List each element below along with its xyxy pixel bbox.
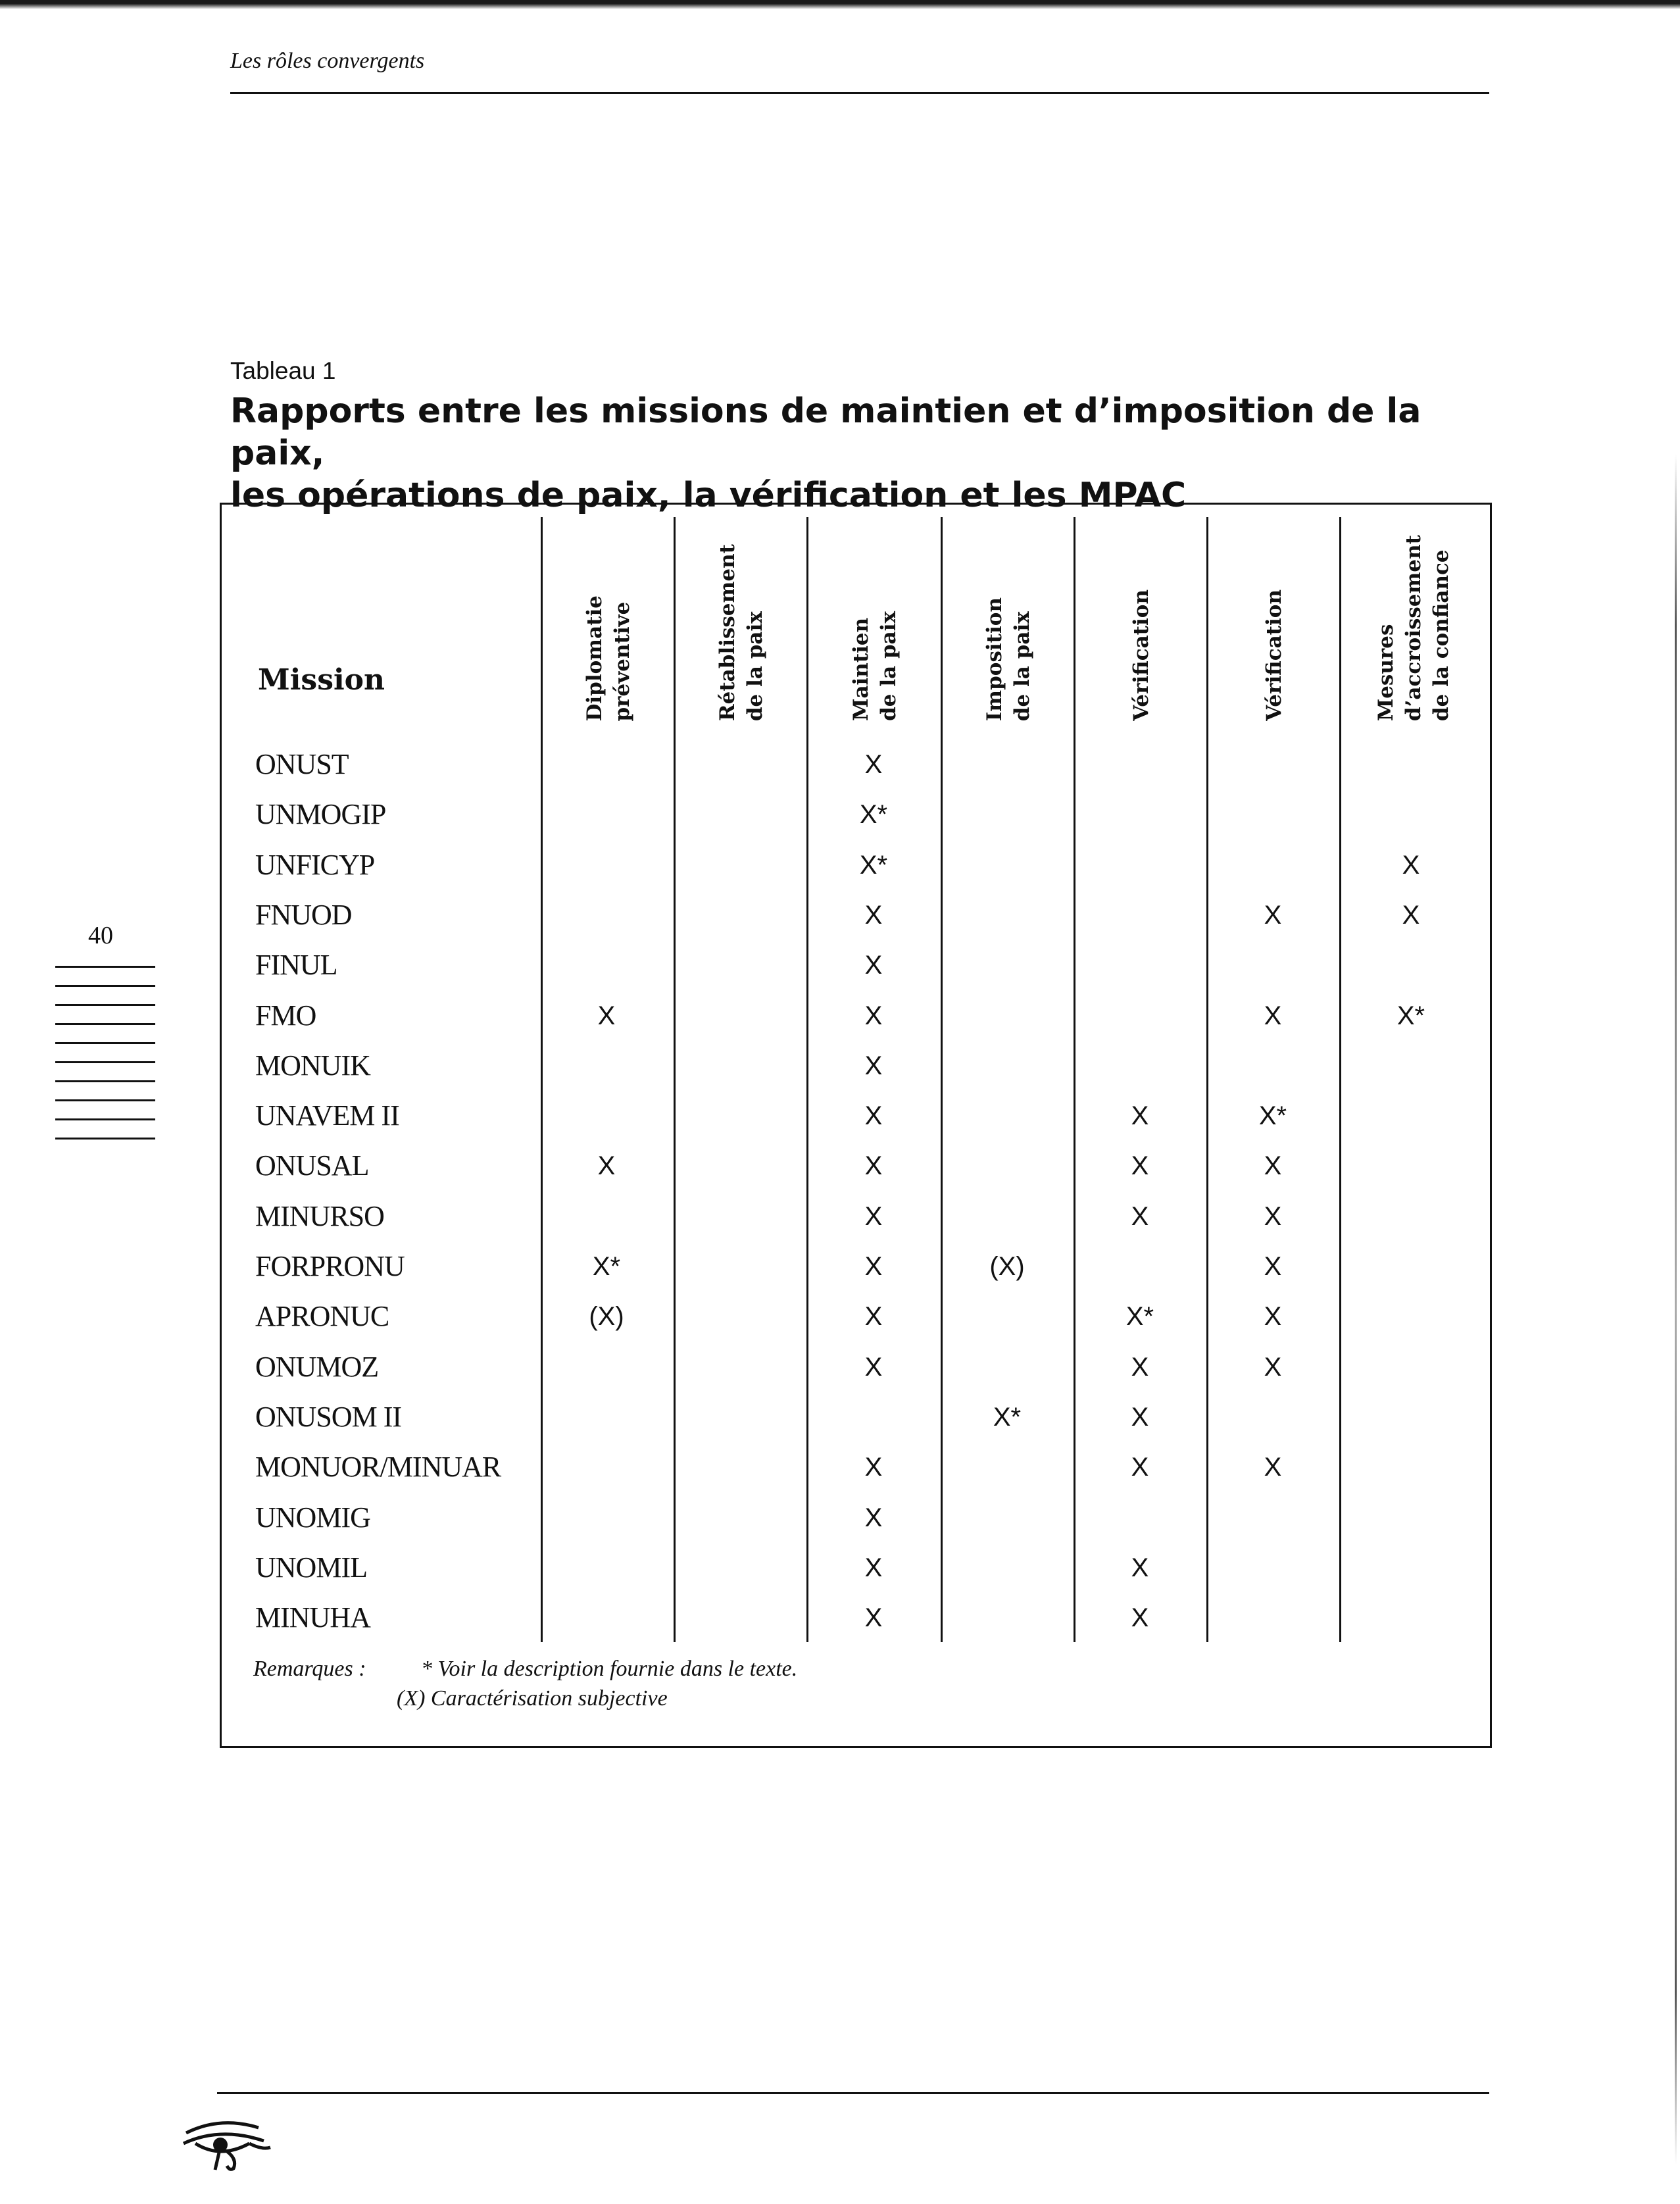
table-row	[0, 1291, 1680, 1341]
table-cell-mark: X	[1131, 1202, 1149, 1231]
table-cell-mark: X	[864, 750, 883, 779]
mission-name: FMO	[255, 999, 316, 1032]
table-row	[0, 1141, 1680, 1191]
table-cell-mark: X	[864, 1051, 883, 1080]
table-cell-mark: X	[864, 1252, 883, 1281]
table-cell-mark: X*	[1258, 1101, 1287, 1130]
table-cell-mark: X	[597, 1001, 616, 1030]
column-header-peacemaking: Rétablissement de la paix	[715, 543, 767, 721]
margin-tab-rules	[55, 966, 155, 1157]
table-cell-mark: X	[1402, 901, 1420, 930]
mission-name: ONUST	[255, 748, 349, 780]
table-row	[0, 789, 1680, 839]
page-top-edge	[0, 0, 1680, 9]
column-header-peace-enforcement: Imposition de la paix	[982, 597, 1034, 721]
table-cell-mark: X	[1264, 901, 1282, 930]
table-row	[0, 1442, 1680, 1492]
table-cell-mark: X	[864, 951, 883, 980]
mission-name: MINURSO	[255, 1200, 384, 1232]
table-cell-mark: X	[1264, 1453, 1282, 1482]
table-cell-mark: X	[1131, 1603, 1149, 1632]
table-cell-mark: X	[1131, 1453, 1149, 1482]
remark-subjective: (X) Caractérisation subjective	[397, 1686, 668, 1711]
table-cell-mark: X	[864, 1603, 883, 1632]
table-row	[0, 739, 1680, 789]
table-row	[0, 1241, 1680, 1291]
table-cell-mark: X	[864, 1202, 883, 1231]
mission-name: ONUMOZ	[255, 1351, 379, 1383]
table-cell-mark: X	[1264, 1252, 1282, 1281]
table-cell-mark: X*	[1396, 1001, 1425, 1030]
column-header-peacekeeping: Maintien de la paix	[849, 611, 901, 721]
table-row	[0, 890, 1680, 940]
table-row	[0, 1392, 1680, 1442]
table-row	[0, 1543, 1680, 1593]
table-cell-mark: X	[1264, 1151, 1282, 1180]
table-cell-mark: X*	[592, 1252, 621, 1281]
mission-name: UNOMIL	[255, 1551, 367, 1584]
remark-asterisk: * Voir la description fournie dans le texte.	[421, 1657, 798, 1681]
table-cell-mark: X*	[1125, 1302, 1154, 1331]
table-cell-mark: X	[864, 1553, 883, 1582]
table-row	[0, 1191, 1680, 1241]
table-row	[0, 1342, 1680, 1392]
mission-name: UNOMIG	[255, 1501, 370, 1534]
mission-column-header: Mission	[258, 663, 385, 697]
column-header-preventive-diplomacy: Diplomatie préventive	[582, 595, 634, 721]
table-cell-mark: X	[1131, 1403, 1149, 1432]
table-row	[0, 1593, 1680, 1643]
table-cell-mark: X	[864, 1001, 883, 1030]
table-cell-mark: X*	[859, 800, 888, 829]
column-header-verification-1: Vérification	[1129, 589, 1153, 721]
mission-name: FNUOD	[255, 899, 352, 931]
remarks-label: Remarques :	[253, 1657, 366, 1681]
table-title-line-2: les opérations de paix, la vérification et les MPAC	[230, 476, 1187, 515]
eye-of-horus-icon	[181, 2113, 273, 2176]
mission-name: APRONUC	[255, 1300, 389, 1332]
column-header-verification-2: Vérification	[1262, 589, 1286, 721]
table-cell-mark: X	[1131, 1101, 1149, 1130]
table-row	[0, 1041, 1680, 1091]
mission-name: MONUIK	[255, 1049, 370, 1082]
table-cell-mark: X	[864, 1453, 883, 1482]
table-row	[0, 991, 1680, 1041]
page-number: 40	[88, 922, 113, 949]
table-cell-mark: X*	[993, 1403, 1022, 1432]
table-cell-mark: X	[864, 1101, 883, 1130]
table-cell-mark: X	[1264, 1001, 1282, 1030]
mission-name: ONUSAL	[255, 1149, 369, 1182]
table-cell-mark: X	[597, 1151, 616, 1180]
mission-name: MONUOR/MINUAR	[255, 1451, 501, 1483]
table-cell-mark: X	[1264, 1353, 1282, 1382]
table-cell-mark: X	[864, 1151, 883, 1180]
table-row	[0, 840, 1680, 890]
mission-name: MINUHA	[255, 1601, 370, 1634]
footer-rule	[217, 2092, 1489, 2094]
table-cell-mark: X	[1131, 1151, 1149, 1180]
table-row	[0, 940, 1680, 990]
header-rule	[230, 92, 1489, 94]
table-cell-mark: X	[1402, 851, 1420, 880]
table-cell-mark: X	[1264, 1302, 1282, 1331]
table-cell-mark: X	[864, 901, 883, 930]
table-cell-mark: (X)	[589, 1302, 624, 1331]
mission-name: UNAVEM II	[255, 1099, 399, 1132]
table-title	[230, 390, 1513, 516]
table-cell-mark: X*	[859, 851, 888, 880]
table-label: Tableau 1	[230, 357, 336, 384]
mission-name: ONUSOM II	[255, 1401, 401, 1433]
table-cell-mark: (X)	[989, 1252, 1025, 1281]
mission-name: UNFICYP	[255, 849, 375, 881]
table-title-line-1: Rapports entre les missions de maintien et d’imposition de la paix,	[230, 391, 1421, 473]
table-row	[0, 1091, 1680, 1141]
table-cell-mark: X	[1131, 1553, 1149, 1582]
table-cell-mark: X	[1264, 1202, 1282, 1231]
table-cell-mark: X	[864, 1353, 883, 1382]
mission-name: FORPRONU	[255, 1250, 405, 1282]
table-cell-mark: X	[1131, 1353, 1149, 1382]
running-header: Les rôles convergents	[230, 49, 425, 73]
column-header-confidence-measures: Mesures d’accroissement de la confiance	[1374, 534, 1453, 721]
mission-name: FINUL	[255, 949, 337, 981]
table-row	[0, 1493, 1680, 1543]
table-cell-mark: X	[864, 1503, 883, 1532]
table-cell-mark: X	[864, 1302, 883, 1331]
mission-name: UNMOGIP	[255, 798, 386, 830]
